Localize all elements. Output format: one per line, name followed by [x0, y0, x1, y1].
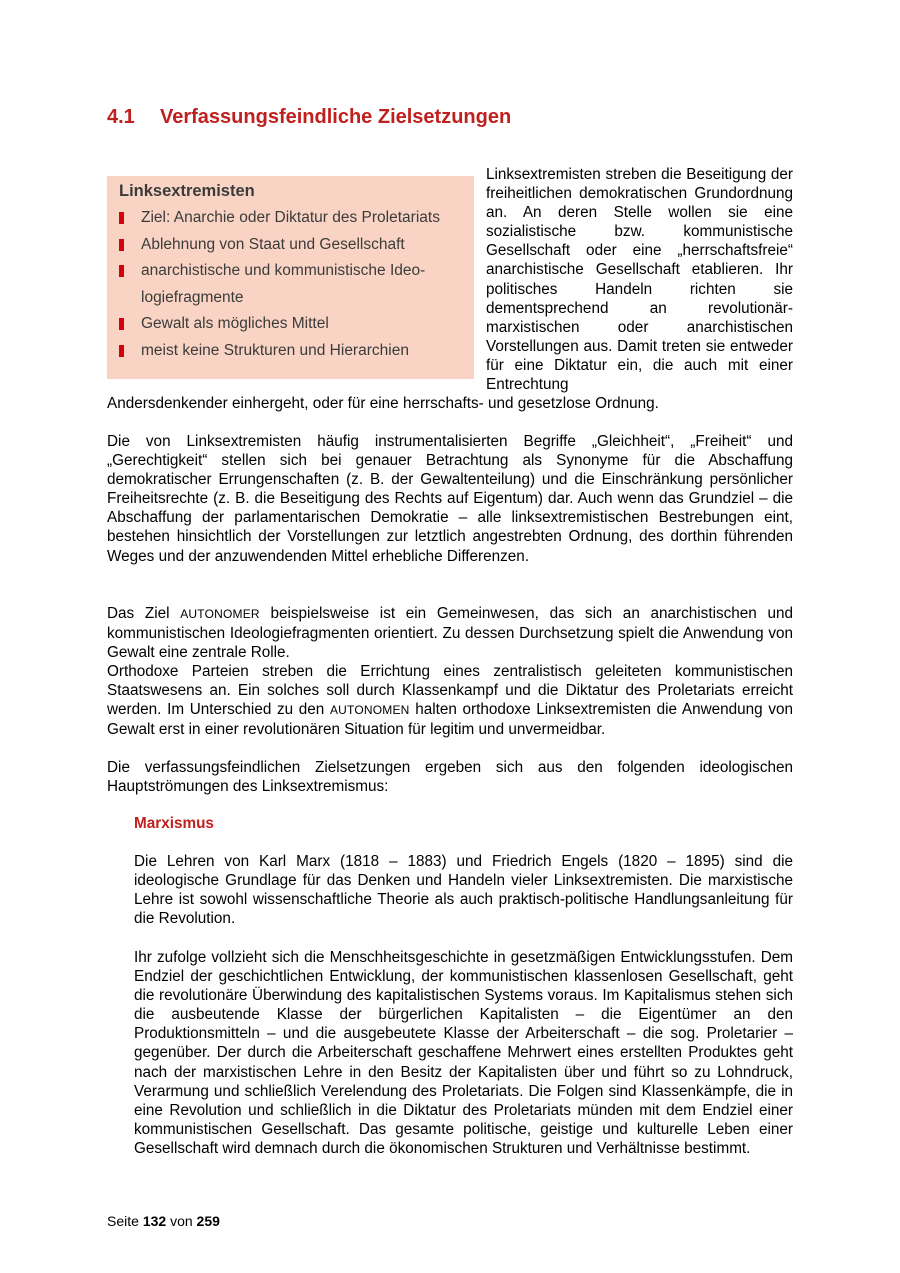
section-title: Verfassungsfeindliche Zielsetzungen [160, 106, 512, 128]
small-caps-term: AUTONOMEN [329, 703, 410, 718]
summary-item: Gewalt als mögliches Mittel [117, 311, 464, 338]
intro-paragraph: Linksextremisten streben die Beseitigung der freiheitlichen demokratischen Grundordnung an. An deren Stelle wollen sie eine sozialistische bzw. kommunistische Gesellschaft oder eine „herrschaftsfreie“ anarchistische Gesellschaft etablieren. Ihr politisches Handeln richten sie dementsprechend an revolutionär-marxistischen oder anarchistischen Vorstellungen aus. Damit treten sie entweder für eine Diktatur ein, die auch mit einer Entrechtung [486, 166, 793, 394]
summary-item: meist keine Strukturen und Hierarchien [117, 338, 464, 365]
small-caps-term: AUTONOMER [180, 607, 260, 621]
bullet-icon [119, 265, 124, 277]
bullet-icon [119, 212, 124, 224]
current-page: 132 [142, 1213, 167, 1229]
bullet-icon [119, 239, 124, 251]
summary-item-continuation: logiefragmente [141, 288, 244, 306]
summary-item: anarchistische und kommunistische Ideo- [117, 258, 464, 285]
total-pages: 259 [196, 1213, 220, 1229]
paragraph-autonome: Das Ziel AUTONOMER beispielsweise ist ein Gemeinwesen, das sich an anarchistischen und kommunistischen Ideologiefragmenten orientiert. Zu dessen Durchsetzung spielt die Anwendung von Gewalt eine zentrale Rolle. [107, 605, 793, 662]
intro-paragraph-end: Andersdenkender einhergeht, oder für eine herrschafts- und gesetzlose Ordnung. [107, 395, 659, 412]
summary-list [117, 205, 464, 364]
summary-box-title: Linksextremisten [119, 182, 255, 200]
section-number: 4.1 [107, 106, 135, 128]
summary-item: Ablehnung von Staat und Gesellschaft [117, 232, 464, 259]
paragraph-hauptstroemungen: Die verfassungsfeindlichen Zielsetzungen ergeben sich aus den folgenden ideologischen Hauptströmungen des Linksextremismus: [107, 759, 793, 796]
summary-box [107, 176, 474, 379]
paragraph-marx-engels: Die Lehren von Karl Marx (1818 – 1883) und Friedrich Engels (1820 – 1895) sind die ideologische Grundlage für das Denken und Handeln vieler Linksextremisten. Die marxistische Lehre ist sowohl wissenschaftliche Theorie als auch praktisch-politische Handlungsanleitung für die Revolution. [134, 853, 793, 928]
summary-item: Ziel: Anarchie oder Diktatur des Proletariats [117, 205, 464, 232]
paragraph-geschichte: Ihr zufolge vollzieht sich die Menschheitsgeschichte in gesetzmäßigen Entwicklungsstufen. Dem Endziel der geschichtlichen Entwicklung, der kommunistischen klassenlosen Gesellschaft, geht die revolutionäre Überwindung des kapitalistischen Systems voraus. Im Kapitalismus stehen sich die ausbeutende Klasse der bürgerlichen Kapitalisten – die Eigentümer an den Produktionsmitteln – und die ausgebeutete Klasse der Arbeiterschaft – die sog. Proletarier – gegenüber. Der durch die Arbeiterschaft geschaffene Mehrwert eines erstellten Produktes geht nach der marxistischen Lehre in den Besitz der Kapitalisten über und führt so zu Lohndruck, Verarmung und schließlich Verelendung des Proletariats. Die Folgen sind Klassenkämpfe, die in eine Revolution und schließlich in die Diktatur des Proletariats münden mit dem Endziel einer kommunistischen Gesellschaft. Das gesamte politische, geistige und kulturelle Leben einer Gesellschaft wird demnach durch die ökonomischen Strukturen und Verhältnisse bestimmt. [134, 949, 793, 1157]
paragraph-begriffe: Die von Linksextremisten häufig instrumentalisierten Begriffe „Gleichheit“, „Freiheit“ und „Gerechtigkeit“ stellen sich bei genauer Betrachtung als Synonyme für die Abschaffung demokratischer Errungenschaften (z. B. der Gewaltenteilung) und die Einschränkung persönlicher Freiheitsrechte (z. B. die Beseitigung des Rechts auf Eigentum) dar. Auch wenn das Grundziel – die Abschaffung der parlamentarischen Demokratie – alle linksextremistischen Bestrebungen eint, bestehen hinsichtlich der Vorstellungen zur letztlich angestrebten Ordnung, des dorthin führenden Weges und der anzuwendenden Mittel erhebliche Differenzen. [107, 433, 793, 565]
bullet-icon [119, 318, 124, 330]
page-footer: Seite 132 von 259 [107, 1213, 220, 1229]
subheading-marxismus: Marxismus [134, 815, 214, 832]
paragraph-orthodoxe: Orthodoxe Parteien streben die Errichtung eines zentralistisch geleiteten kommunistischen Staatswesens an. Ein solches soll durch Klassenkampf und die Diktatur des Proletariats erreicht werden. Im Unterschied zu den AUTONOMEN halten orthodoxe Linksextremisten die Anwendung von Gewalt erst in einer revolutionären Situation für legitim und unvermeidbar. [107, 663, 793, 739]
bullet-icon [119, 345, 124, 357]
section-heading [107, 106, 511, 129]
